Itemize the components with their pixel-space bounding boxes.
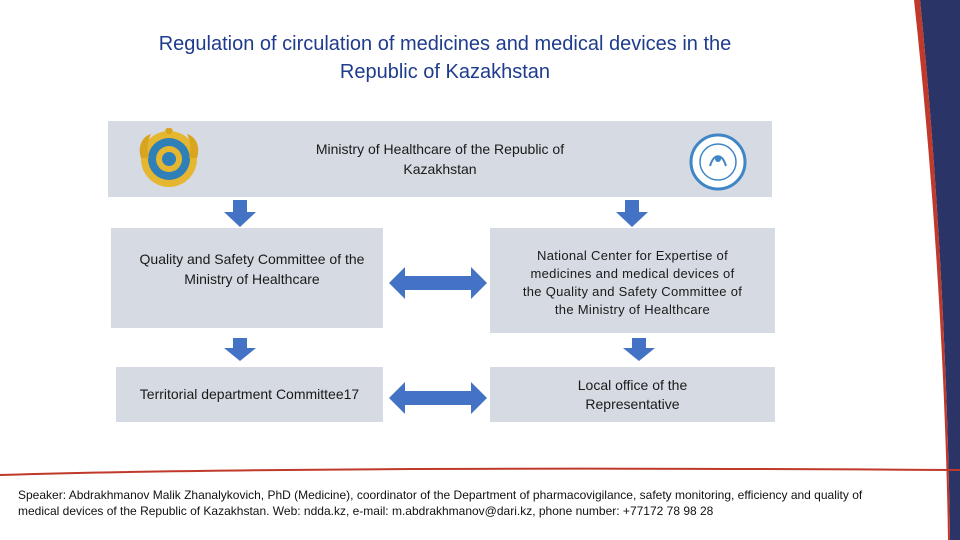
right-decoration bbox=[880, 0, 960, 540]
territorial-department-label: Territorial department Committee17 bbox=[139, 386, 360, 402]
down-arrow-icon bbox=[223, 200, 257, 228]
footer-divider bbox=[0, 467, 960, 479]
local-office-box bbox=[490, 367, 775, 422]
kazakhstan-state-emblem-icon bbox=[135, 128, 203, 190]
local-office-label: Local office of the Representative bbox=[577, 376, 688, 412]
page-title: Regulation of circulation of medicines and medical devices in the Republic of Kazakhstan bbox=[158, 33, 732, 83]
territorial-department-box bbox=[116, 367, 383, 422]
national-center-expertise-box bbox=[490, 228, 775, 333]
down-arrow-icon bbox=[223, 338, 257, 362]
quality-safety-committee-box bbox=[111, 228, 383, 328]
down-arrow-icon bbox=[622, 338, 656, 362]
ndda-seal-icon bbox=[688, 133, 748, 191]
ministry-box bbox=[108, 121, 772, 197]
speaker-info: Speaker: Abdrakhmanov Malik Zhanalykovich, PhD (Medicine), coordinator of the Department of pharmacovigilance, safety monitoring, efficiency and quality of medical devices of the Republic of Kazakhstan. Web: ndda.kz, e-mail: m.abdrakhmanov@dari.kz, phone number: +77172 78 98 28 bbox=[18, 488, 863, 518]
national-center-expertise-label: National Center for Expertise of medicines and medical devices of the Quality and Safety Committee of the Ministry of Healthcare bbox=[522, 247, 743, 317]
quality-safety-committee-label: Quality and Safety Committee of the Ministry of Healthcare bbox=[139, 251, 365, 287]
down-arrow-icon bbox=[615, 200, 649, 228]
ministry-label: Ministry of Healthcare of the Republic of Kazakhstan bbox=[315, 141, 565, 177]
double-arrow-icon bbox=[389, 266, 487, 300]
double-arrow-icon bbox=[389, 381, 487, 415]
